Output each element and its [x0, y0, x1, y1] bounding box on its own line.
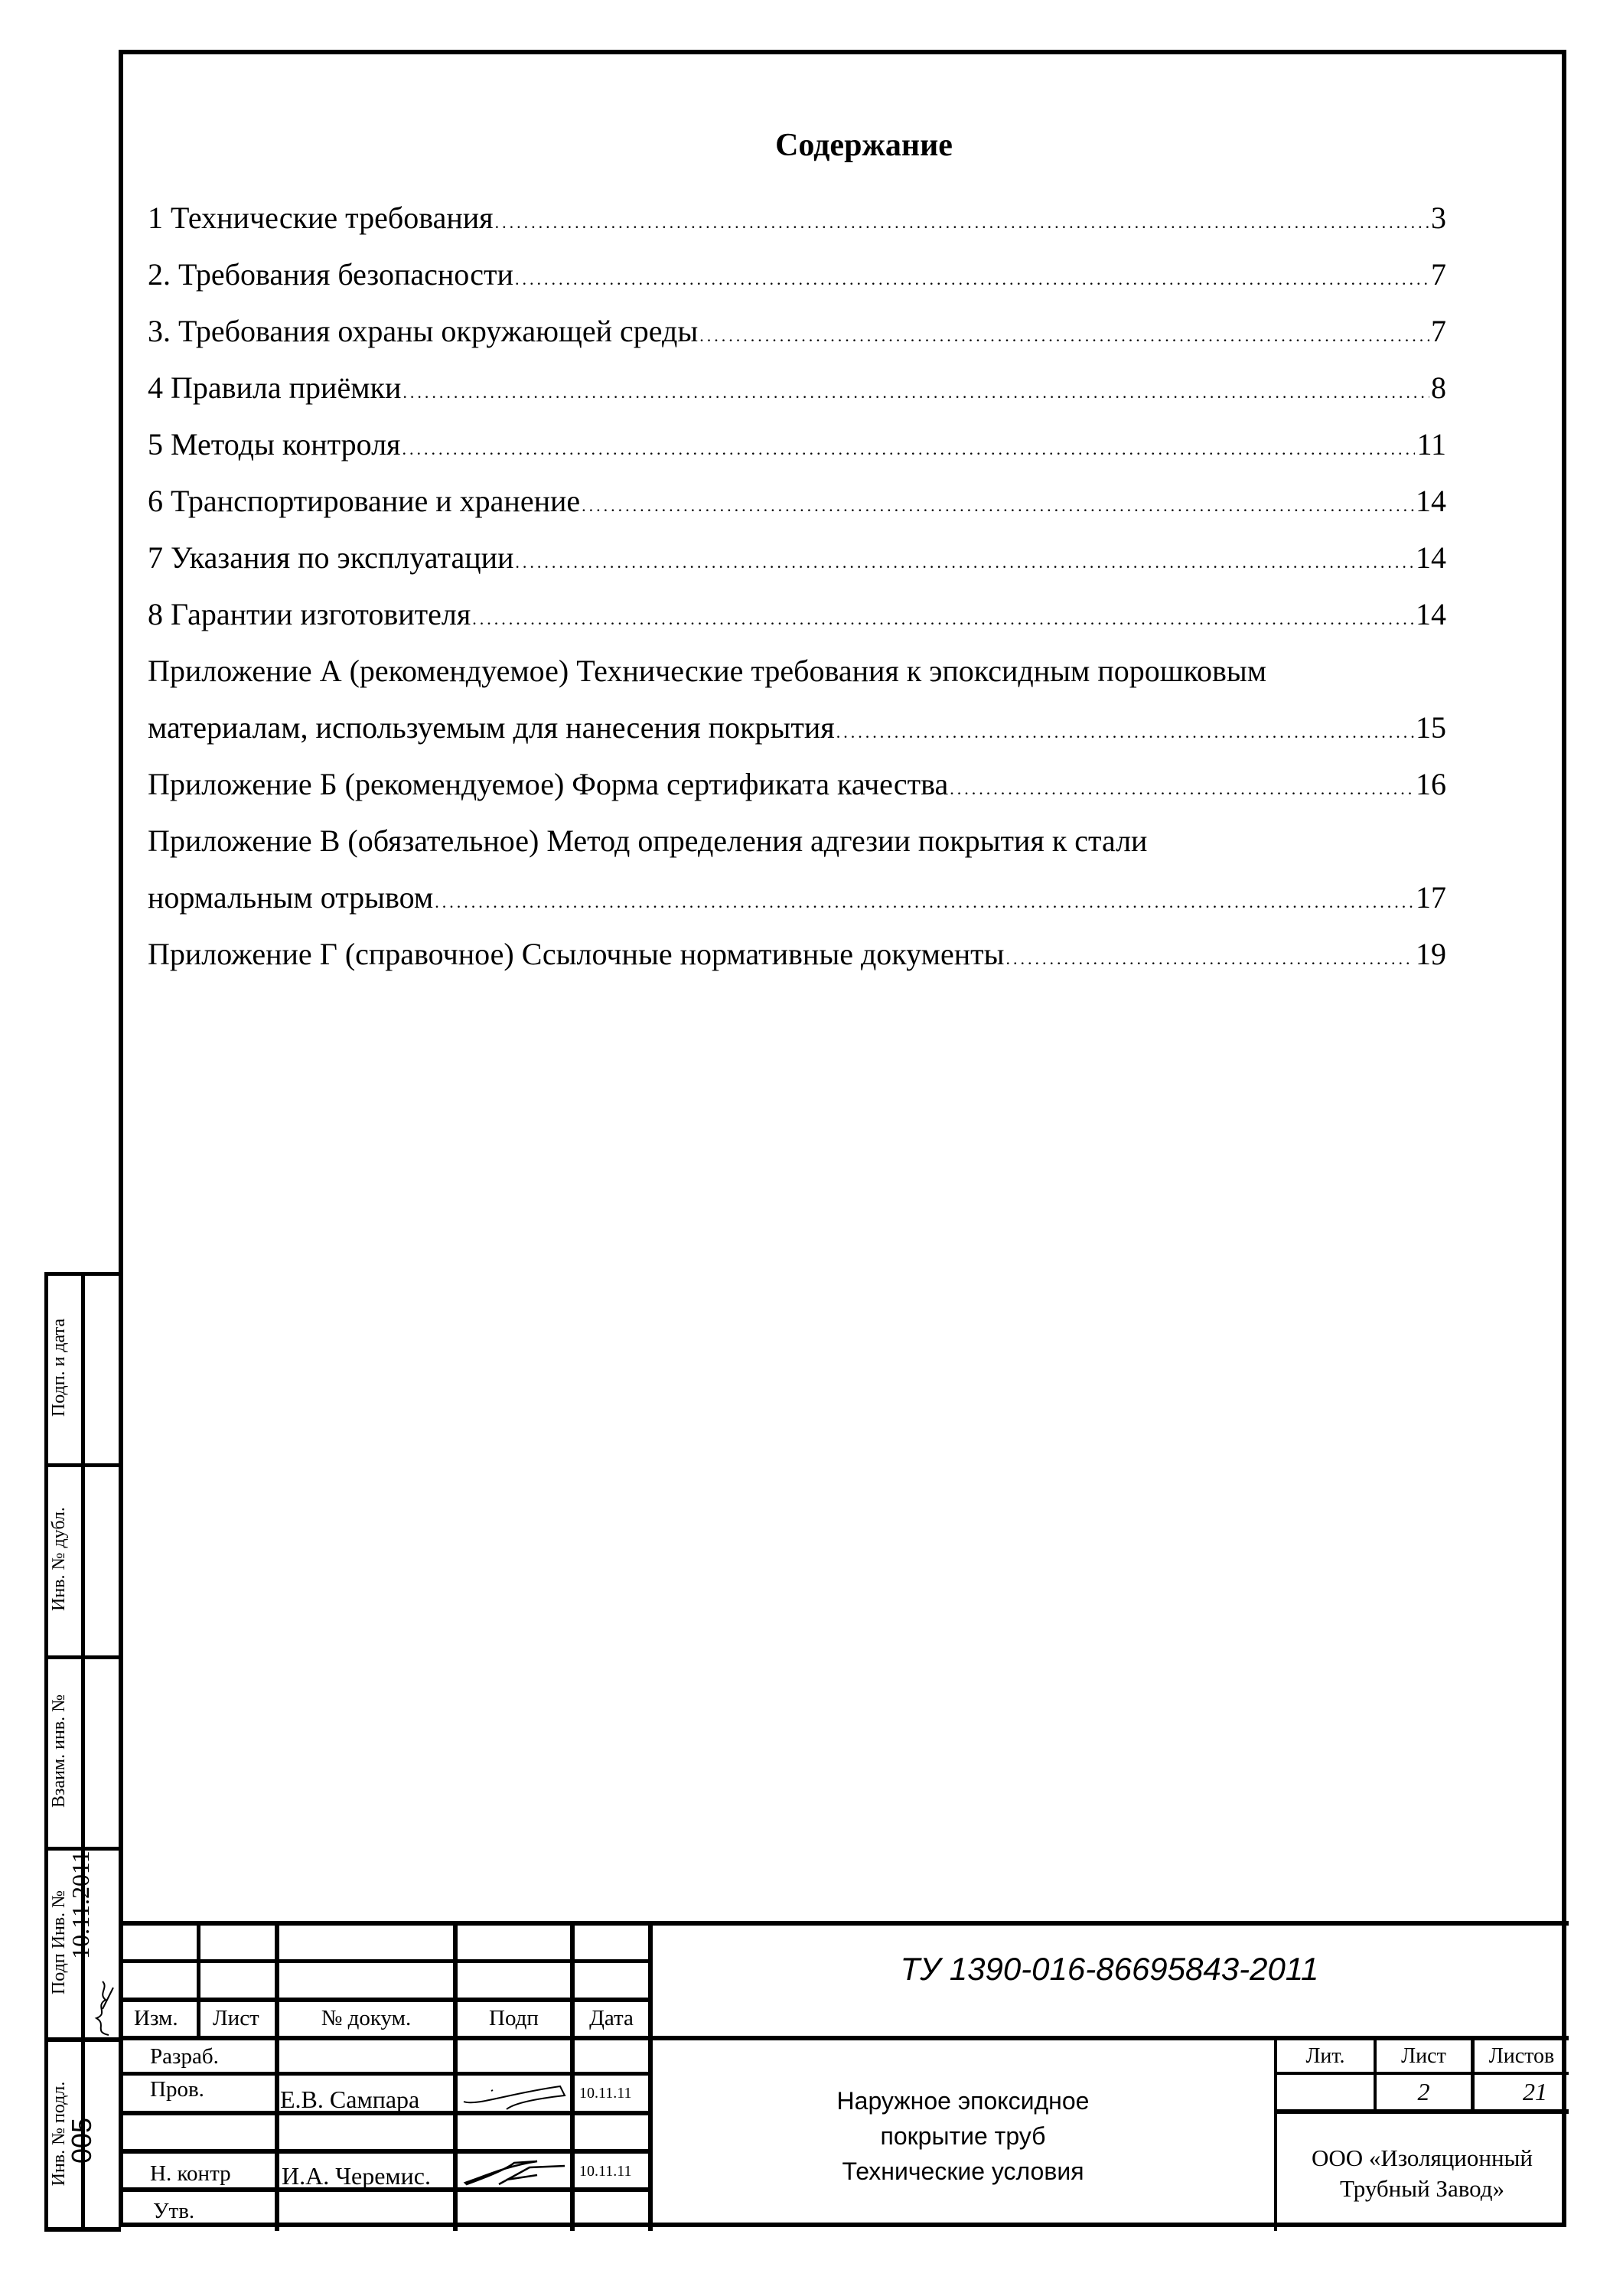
- toc-leader-dots: [472, 611, 1414, 628]
- grid-line: [121, 2036, 1569, 2040]
- toc-title: Содержание: [775, 128, 953, 163]
- toc-leader-dots: [836, 724, 1414, 741]
- toc-entry[interactable]: [148, 482, 1446, 539]
- toc-entry-text: 3. Требования охраны окружающей среды: [148, 314, 699, 348]
- toc-entry[interactable]: [148, 709, 1446, 765]
- toc-entry[interactable]: [148, 426, 1446, 482]
- grid-line: [1274, 2072, 1569, 2075]
- toc-entry-text: 8 Гарантии изготовителя: [148, 597, 471, 631]
- toc-entry-page: 14: [1416, 484, 1446, 518]
- grid-line: [275, 1921, 279, 2231]
- toc-entry-page: 7: [1431, 257, 1446, 292]
- role-checked: Пров.: [150, 2077, 204, 2102]
- document-name-line: Технические условия: [842, 2157, 1084, 2185]
- side-label-sign-inv: Подп Инв. №: [49, 1890, 69, 1995]
- role-norm-control: Н. контр: [150, 2161, 231, 2186]
- grid-line: [570, 1921, 575, 2231]
- title-block-top-border: [121, 1921, 1569, 1926]
- toc-entry-text: 6 Транспортирование и хранение: [148, 484, 581, 518]
- role-approved: Утв.: [153, 2199, 195, 2223]
- toc-entry-page: 15: [1416, 710, 1446, 745]
- toc-entry-text: 7 Указания по эксплуатации: [148, 540, 514, 575]
- sheets-value: 21: [1523, 2078, 1547, 2105]
- toc-entry-page: 14: [1416, 597, 1446, 631]
- toc-entry-text: 1 Технические требования: [148, 201, 494, 235]
- document-name-line: Наружное эпоксидное: [836, 2087, 1090, 2115]
- side-label-mutual-inv: Взаим. инв. №: [49, 1694, 69, 1808]
- sheets-label: Листов: [1488, 2044, 1555, 2068]
- toc-entry[interactable]: [148, 256, 1446, 312]
- toc-entry-page: 3: [1431, 201, 1446, 235]
- grid-line: [197, 1921, 200, 2040]
- toc-entry-text: Приложение А (рекомендуемое) Технические требования к эпоксидным порошковым: [148, 654, 1267, 688]
- table-of-contents: [148, 199, 1446, 992]
- toc-entry[interactable]: [148, 822, 1446, 879]
- organization-line: Трубный Завод»: [1339, 2175, 1505, 2202]
- document-name-line: покрытие труб: [880, 2122, 1046, 2150]
- toc-entry[interactable]: [148, 652, 1446, 709]
- checker-name: Е.В. Сампара: [280, 2086, 420, 2113]
- document-code: ТУ 1390-016-86695843-2011: [900, 1951, 1319, 1987]
- document-name: [650, 2083, 1276, 2189]
- signature-icon: [461, 2157, 568, 2189]
- toc-entry-page: 7: [1431, 314, 1446, 348]
- toc-leader-dots: [402, 384, 1429, 401]
- toc-leader-dots: [950, 781, 1414, 797]
- toc-leader-dots: [699, 328, 1429, 344]
- toc-entry-text: материалам, используемым для нанесения покрытия: [148, 710, 835, 745]
- toc-leader-dots: [435, 894, 1414, 911]
- checker-date: 10.11.11: [579, 2085, 632, 2102]
- side-label-orig-inv: Инв. № подл.: [49, 2081, 69, 2187]
- signature-icon: [461, 2080, 568, 2111]
- toc-entry-page: 17: [1416, 880, 1446, 915]
- toc-entry-page: 19: [1416, 937, 1446, 971]
- side-strip-border: [44, 1272, 48, 2232]
- toc-entry-text: Приложение В (обязательное) Метод определения адгезии покрытия к стали: [148, 823, 1148, 858]
- toc-entry-page: 14: [1416, 540, 1446, 575]
- header-izm: Изм.: [134, 2006, 178, 2030]
- toc-entry-text: нормальным отрывом: [148, 880, 434, 915]
- toc-entry-page: 8: [1431, 370, 1446, 405]
- toc-entry[interactable]: [148, 312, 1446, 369]
- grid-line: [453, 1921, 458, 2231]
- toc-entry-text: 5 Методы контроля: [148, 427, 401, 461]
- toc-entry-text: Приложение Г (справочное) Ссылочные нормативные документы: [148, 937, 1005, 971]
- side-label-dup-inv: Инв. № дубл.: [49, 1507, 69, 1611]
- side-strip-border: [44, 2227, 121, 2232]
- header-date: Дата: [589, 2006, 634, 2030]
- toc-entry[interactable]: [148, 369, 1446, 426]
- toc-leader-dots: [582, 497, 1414, 514]
- header-doc-no: № докум.: [321, 2006, 412, 2030]
- side-value-orig-inv: 005: [66, 2117, 97, 2164]
- norm-controller-date: 10.11.11: [579, 2163, 632, 2180]
- sheet-value: 2: [1417, 2078, 1430, 2105]
- norm-controller-name: И.А. Черемис.: [282, 2162, 431, 2190]
- lit-label: Лит.: [1305, 2044, 1345, 2068]
- grid-line: [1274, 2109, 1569, 2114]
- toc-entry[interactable]: [148, 199, 1446, 256]
- toc-entry[interactable]: [148, 595, 1446, 652]
- toc-entry-page: 11: [1416, 427, 1446, 461]
- header-sign: Подп: [489, 2006, 539, 2030]
- toc-leader-dots: [495, 214, 1429, 231]
- organization-line: ООО «Изоляционный: [1312, 2144, 1533, 2171]
- header-list: Лист: [213, 2006, 259, 2030]
- toc-entry-text: 4 Правила приёмки: [148, 370, 402, 405]
- toc-entry-text: 2. Требования безопасности: [148, 257, 513, 292]
- toc-leader-dots: [1005, 951, 1414, 967]
- organization-name: [1276, 2143, 1569, 2204]
- toc-leader-dots: [402, 441, 1415, 458]
- side-value-sign-date: 10.11.2011: [67, 1851, 94, 1959]
- toc-entry[interactable]: [148, 935, 1446, 992]
- toc-leader-dots: [515, 271, 1429, 288]
- toc-entry[interactable]: [148, 765, 1446, 822]
- toc-entry[interactable]: [148, 879, 1446, 935]
- toc-entry-text: Приложение Б (рекомендуемое) Форма сертификата качества: [148, 767, 949, 801]
- toc-entry-page: 16: [1416, 767, 1446, 801]
- signature-icon: [86, 1978, 118, 2038]
- sheet-label: Лист: [1401, 2044, 1446, 2068]
- toc-leader-dots: [515, 554, 1414, 571]
- toc-entry[interactable]: [148, 539, 1446, 595]
- side-label-sign-date: Подп. и дата: [49, 1318, 69, 1417]
- role-developed: Разраб.: [150, 2044, 219, 2069]
